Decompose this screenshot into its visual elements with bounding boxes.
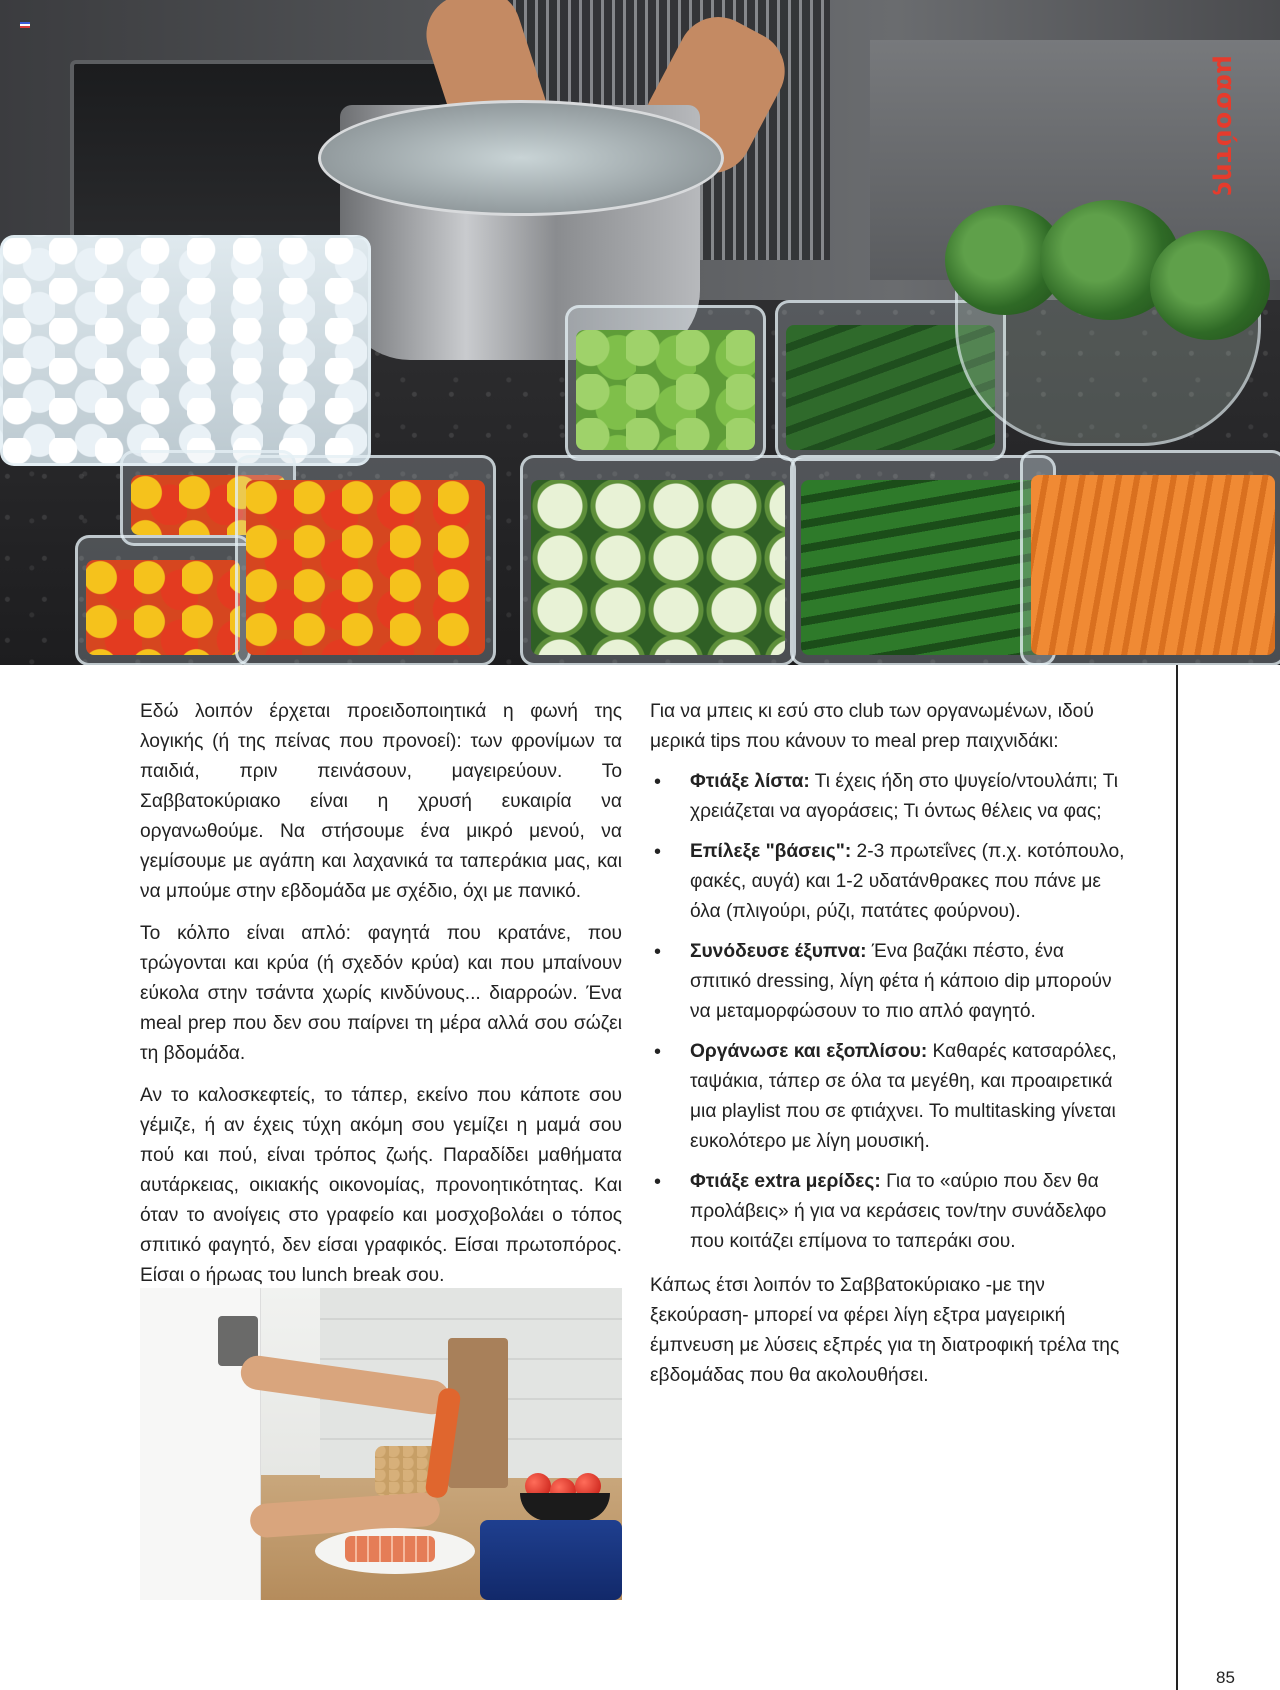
- blue-container: [480, 1520, 622, 1600]
- list-item: [650, 1037, 1130, 1157]
- pot-lid: [318, 100, 724, 216]
- green-beans: [801, 480, 1045, 655]
- tip-text: Ένα βαζάκι πέστο, ένα σπιτικό dressing, λίγη φέτα ή κάποιο dip μπορούν να μεταμορφώσουν το πιο απλό φαγητό.: [690, 941, 1112, 1022]
- paragraph: Εδώ λοιπόν έρχεται προειδοποιητικά η φωνή της λογικής (ή της πείνας που προνοεί): των φρονίμων τα παιδιά, πριν πεινάσουν, μαγειρεύουν. Το Σαββατοκύριακο είναι η χρυσή ευκαιρία να οργανωθούμε. Να στήσουμε ένα μικρό μενού, να γεμίσουμε με αγάπη και λαχανικά τα ταπεράκια μας, και να μπούμε στην εβδομάδα με σχέδιο, όχι με πανικό.: [140, 701, 622, 902]
- bullet-icon: •: [654, 841, 662, 863]
- tip-title: Οργάνωσε και εξοπλίσου:: [690, 1041, 928, 1062]
- vertical-rule: [1176, 665, 1178, 1690]
- tip-title: Φτιάξε extra μερίδες:: [690, 1171, 881, 1192]
- bullet-icon: •: [654, 941, 662, 963]
- zucchini-container: [520, 455, 796, 665]
- meal-prep-photo-2: [140, 1288, 622, 1600]
- list-item: [650, 1167, 1130, 1257]
- bullet-icon: •: [654, 771, 662, 793]
- hero-photo: [0, 0, 1280, 665]
- tip-text: Τι έχεις ήδη στο ψυγείο/ντουλάπι; Τι χρειάζεται να αγοράσεις; Τι όντως θέλεις να φας;: [690, 771, 1119, 822]
- pepper-container: [75, 535, 251, 665]
- lettuce-container: [565, 305, 766, 461]
- flag-icon: [20, 22, 30, 28]
- zucchini-slices: [531, 480, 785, 655]
- list-item: [650, 937, 1130, 1027]
- list-item: [650, 837, 1130, 927]
- broccoli: [1150, 230, 1270, 340]
- lettuce: [576, 330, 755, 450]
- tip-title: Φτιάξε λίστα:: [690, 771, 810, 792]
- carrots-container: [1020, 450, 1280, 665]
- tip-title: Επίλεξε "βάσεις":: [690, 841, 852, 862]
- brand-vertical-label: [1213, 46, 1239, 206]
- page-number: 85: [1216, 1668, 1235, 1687]
- ice-container: [0, 235, 371, 466]
- outro-paragraph: Κάπως έτσι λοιπόν το Σαββατοκύριακο -με την ξεκούραση- μπορεί να φέρει λίγη εξτρα μαγειρική έμπνευση με λύσεις εξπρές για τη διατροφική τρέλα της εβδομάδας που θα ακολουθήσει.: [650, 1275, 1120, 1386]
- peppers: [86, 560, 240, 655]
- tips-list: [650, 767, 1130, 1257]
- list-item: [650, 767, 1130, 827]
- brand-label: μασούτης: [1211, 55, 1241, 197]
- left-column: [140, 697, 622, 1303]
- green-beans-container: [790, 455, 1056, 665]
- intro-paragraph: Για να μπεις κι εσύ στο club των οργανωμένων, ιδού μερικά tips που κάνουν το meal prep παιχνιδάκι:: [650, 701, 1094, 752]
- carrots: [1031, 475, 1275, 655]
- paragraph: Το κόλπο είναι απλό: φαγητά που κρατάνε, που τρώγονται και κρύα (ή σχεδόν κρύα) και που μπαίνουν εύκολα στην τσάντα χωρίς κινδύνους... διαρροών. Ένα meal prep που δεν σου παίρνει τη μέρα αλλά σου σώζει τη βδομάδα.: [140, 923, 622, 1064]
- peppers: [246, 480, 485, 655]
- paragraph: Αν το καλοσκεφτείς, το τάπερ, εκείνο που κάποτε σου γέμιζε, ή αν έχεις τύχη ακόμη σου γεμίζει η μαμά σου πού και πού, είναι τρόπος ζωής. Παραδίδει μαθήματα αυτάρκειας, οικιακής οικονομίας, προνοητικότητας. Και όταν το ανοίγεις στο γραφείο και μοσχοβολάει ο τόπος σπιτικό φαγητό, δεν είσαι γραφικός. Είσαι πρωτοπόρος. Είσαι ο ήρωας του lunch break σου.: [140, 1085, 622, 1286]
- right-column: [650, 697, 1130, 1403]
- tip-text: 2-3 πρωτεΐνες (π.χ. κοτόπουλο, φακές, αυγά) και 1-2 υδατάνθρακες που πάνε με όλα (πλιγούρι, ρύζι, πατάτες φούρνου).: [690, 841, 1125, 922]
- bullet-icon: •: [654, 1171, 662, 1193]
- black-bowl: [520, 1493, 610, 1521]
- tip-text: Για το «αύριο που δεν θα προλάβεις» ή για να κεράσεις τον/την συνάδελφο που κοιτάζει επίμονα το ταπεράκι σου.: [690, 1171, 1107, 1252]
- tip-title: Συνόδευσε έξυπνα:: [690, 941, 867, 962]
- salmon: [345, 1536, 435, 1562]
- bullet-icon: •: [654, 1041, 662, 1063]
- pepper-container-large: [235, 455, 496, 665]
- tip-text: Καθαρές κατσαρόλες, ταψάκια, τάπερ σε όλα τα μεγέθη, και προαιρετικά μια playlist που σε φτιάχνει. Το multitasking γίνεται ευκολότερο με λίγη μουσική.: [690, 1041, 1117, 1152]
